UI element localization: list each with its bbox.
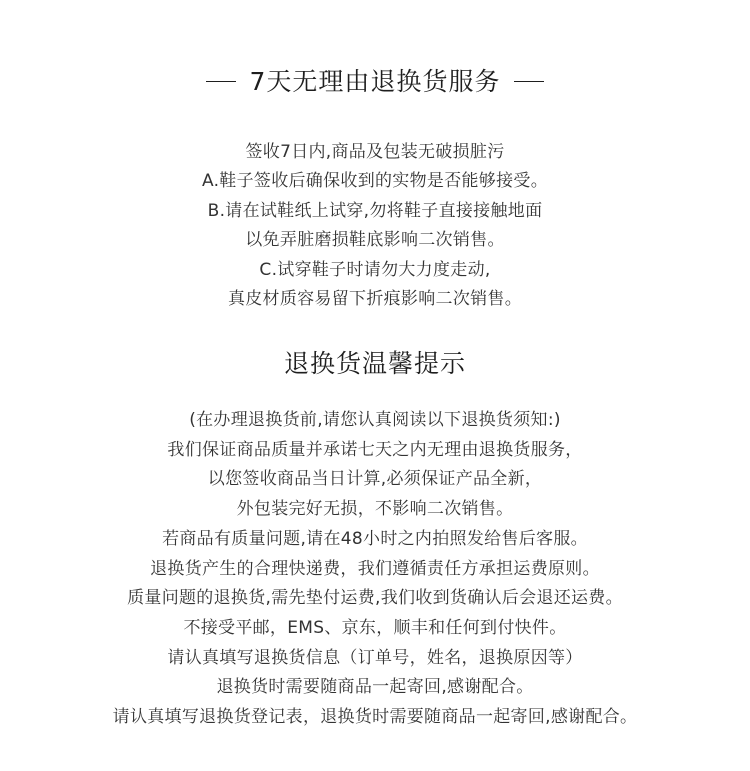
seven-day-return-title (0, 64, 750, 100)
condition-line: 签收7日内,商品及包装无破损脏污 (245, 142, 505, 162)
title-dash-right (514, 81, 544, 82)
condition-line: B.请在试鞋纸上试穿,勿将鞋子直接接触地面 (207, 200, 543, 221)
tip-line: 我们保证商品质量并承诺七天之内无理由退换货服务， (167, 439, 583, 460)
condition-line: C.试穿鞋子时请勿大力度走动, (259, 259, 491, 280)
tip-line: 以您签收商品当日计算,必须保证产品全新， (207, 469, 543, 490)
tip-line: 质量问题的退换货,需先垫付运费,我们收到货确认后会退还运费。 (127, 588, 623, 609)
condition-line: 以免弄脏磨损鞋底影响二次销售。 (245, 230, 505, 251)
tip-line: (在办理退换货前,请您认真阅读以下退换货须知:) (189, 410, 561, 430)
tip-line: 请认真填写退换货登记表，退换货时需要随商品一起寄回,感谢配合。 (112, 707, 638, 728)
return-tips-list (0, 406, 750, 733)
tip-line: 请认真填写退换货信息（订单号，姓名，退换原因等） (167, 647, 583, 668)
title-dash-left (206, 81, 236, 82)
tip-line: 不接受平邮，EMS、京东，顺丰和任何到付快件。 (183, 617, 567, 638)
seven-day-return-conditions (0, 138, 750, 314)
tip-line: 退换货时需要随商品一起寄回,感谢配合。 (216, 677, 534, 698)
condition-line: A.鞋子签收后确保收到的实物是否能够接受。 (201, 171, 549, 192)
seven-day-return-title-text: 7天无理由退换货服务 (249, 67, 501, 96)
tip-line: 外包装完好无损，不影响二次销售。 (236, 499, 514, 520)
tip-line: 若商品有质量问题,请在48小时之内拍照发给售后客服。 (162, 528, 588, 549)
condition-line: 真皮材质容易留下折痕影响二次销售。 (227, 289, 523, 310)
tip-line: 退换货产生的合理快递费，我们遵循责任方承担运费原则。 (150, 558, 600, 579)
return-tips-title: 退换货温馨提示 (283, 349, 466, 378)
